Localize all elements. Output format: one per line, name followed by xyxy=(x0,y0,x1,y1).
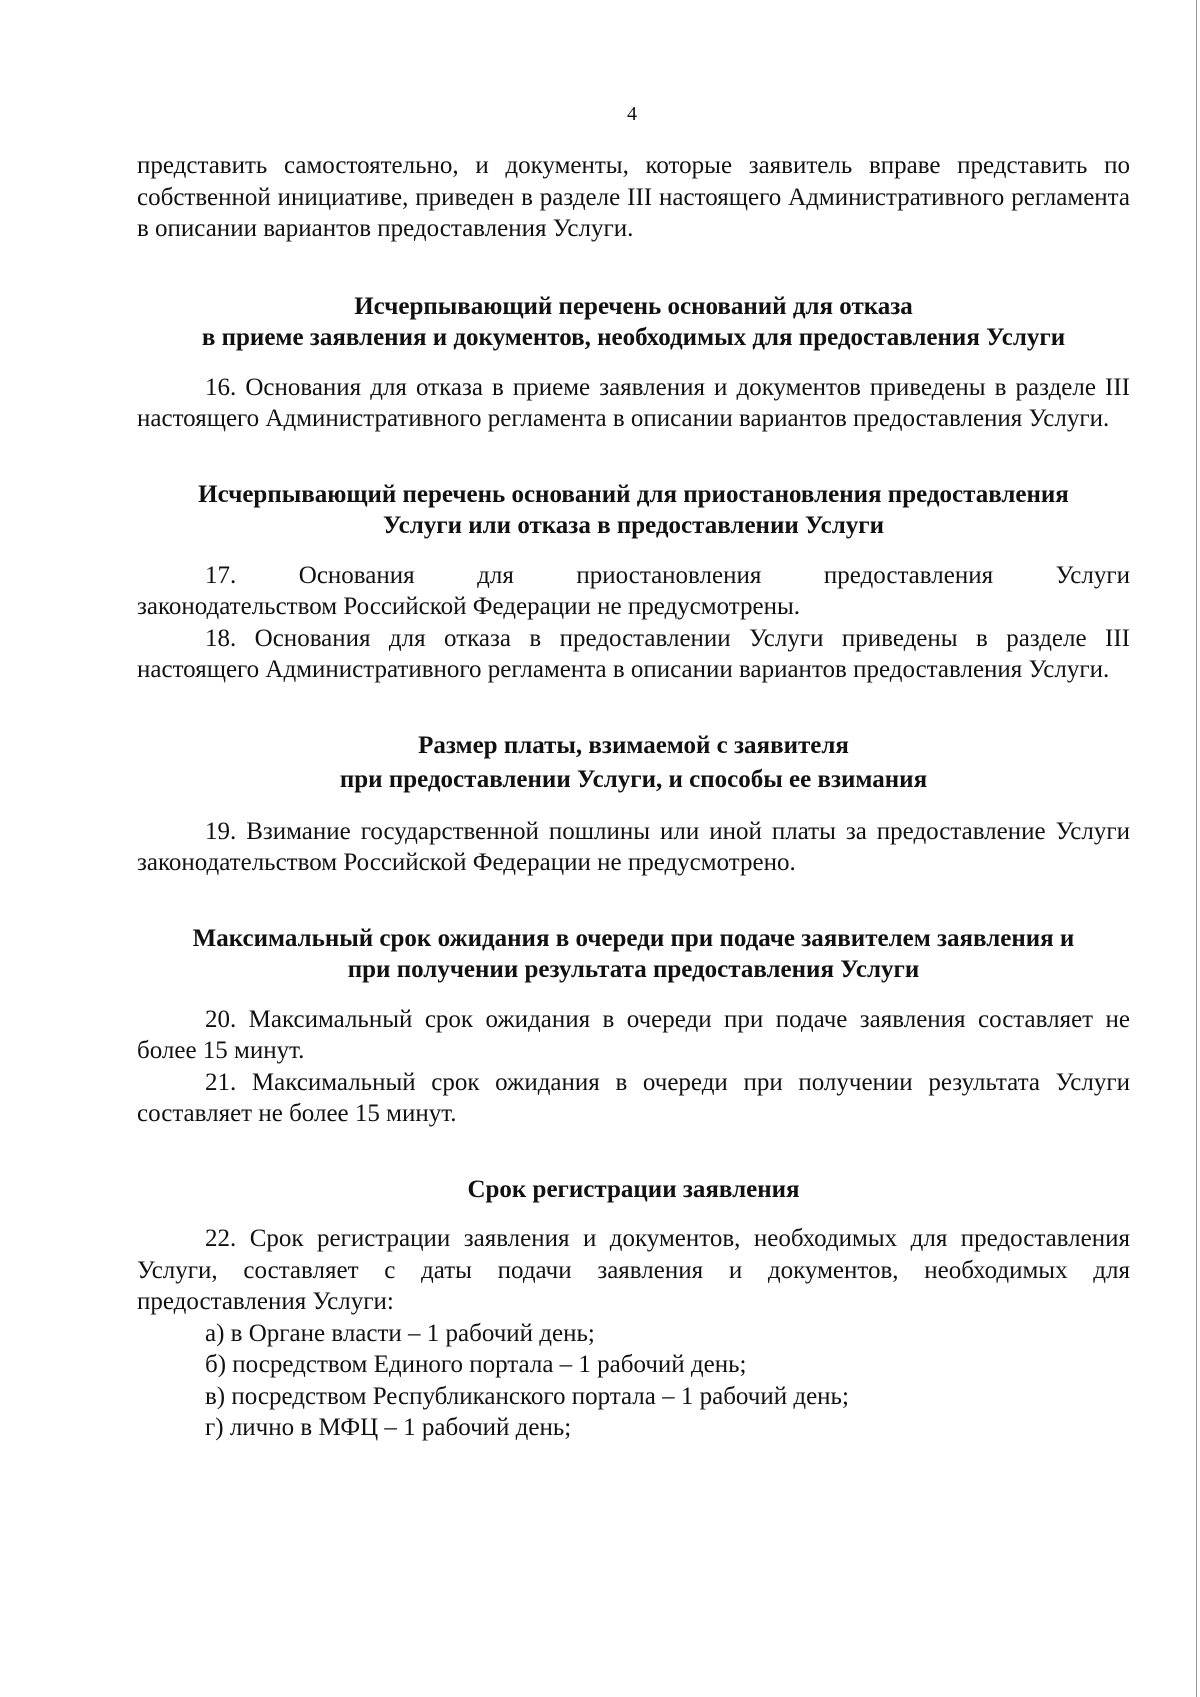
section4-heading-line2: при получении результата предоставления Услуги xyxy=(347,956,920,983)
intro-paragraph: представить самостоятельно, и документы, которые заявитель вправе представить по собственной инициативе, приведен в разделе III настоящего Административного регламента в описании вариантов предоставления Услуги. xyxy=(137,152,1130,242)
paragraph-22: 22. Срок регистрации заявления и документов, необходимых для предоставления Услуги, составляет с даты подачи заявления и документов, необходимых для предоставления Услуги: xyxy=(137,1225,1130,1315)
section2-heading-line1: Исчерпывающий перечень оснований для приостановления предоставления xyxy=(198,480,1069,508)
section5-heading: Срок регистрации заявления xyxy=(467,1175,800,1203)
section3-heading-line1: Размер платы, взимаемой с заявителя xyxy=(418,731,849,759)
list-item-b: б) посредством Единого портала – 1 рабочий день; xyxy=(205,1351,747,1378)
page-number: 4 xyxy=(627,103,637,125)
list-item-c: в) посредством Республиканского портала – 1 рабочий день; xyxy=(205,1382,849,1410)
scan-edge-line xyxy=(1196,0,1197,1697)
section3-heading-line2: при предоставлении Услуги, и способы ее взимания xyxy=(339,766,928,793)
section2-heading-line2: Услуги или отказа в предоставлении Услуги xyxy=(382,512,885,539)
paragraph-21: 21. Максимальный срок ожидания в очереди при получении результата Услуги составляет не более 15 минут. xyxy=(137,1068,1130,1127)
section1-heading-line1: Исчерпывающий перечень оснований для отказа xyxy=(354,292,913,320)
paragraph-16: 16. Основания для отказа в приеме заявления и документов приведены в разделе III настоящего Административного регламента в описании вариантов предоставления Услуги. xyxy=(137,373,1130,432)
paragraph-18: 18. Основания для отказа в предоставлении Услуги приведены в разделе III настоящего Административного регламента в описании вариантов предоставления Услуги. xyxy=(137,624,1130,683)
paragraph-19: 19. Взимание государственной пошлины или иной платы за предоставление Услуги законодательством Российской Федерации не предусмотрено. xyxy=(137,817,1130,876)
paragraph-17-line1: 17. Основания для приостановления предоставления Услуги xyxy=(205,561,1130,589)
page-content xyxy=(137,150,1130,1444)
paragraph-20: 20. Максимальный срок ожидания в очереди при подаче заявления составляет не более 15 минут. xyxy=(137,1005,1130,1064)
section1-heading-line2: в приеме заявления и документов, необходимых для предоставления Услуги xyxy=(201,324,1066,351)
list-item-d: г) лично в МФЦ – 1 рабочий день; xyxy=(205,1414,572,1441)
list-item-a: а) в Органе власти – 1 рабочий день; xyxy=(205,1319,595,1347)
section4-heading-line1: Максимальный срок ожидания в очереди при подаче заявителем заявления и xyxy=(192,924,1075,952)
paragraph-17-line2: законодательством Российской Федерации не предусмотрены. xyxy=(137,593,801,620)
